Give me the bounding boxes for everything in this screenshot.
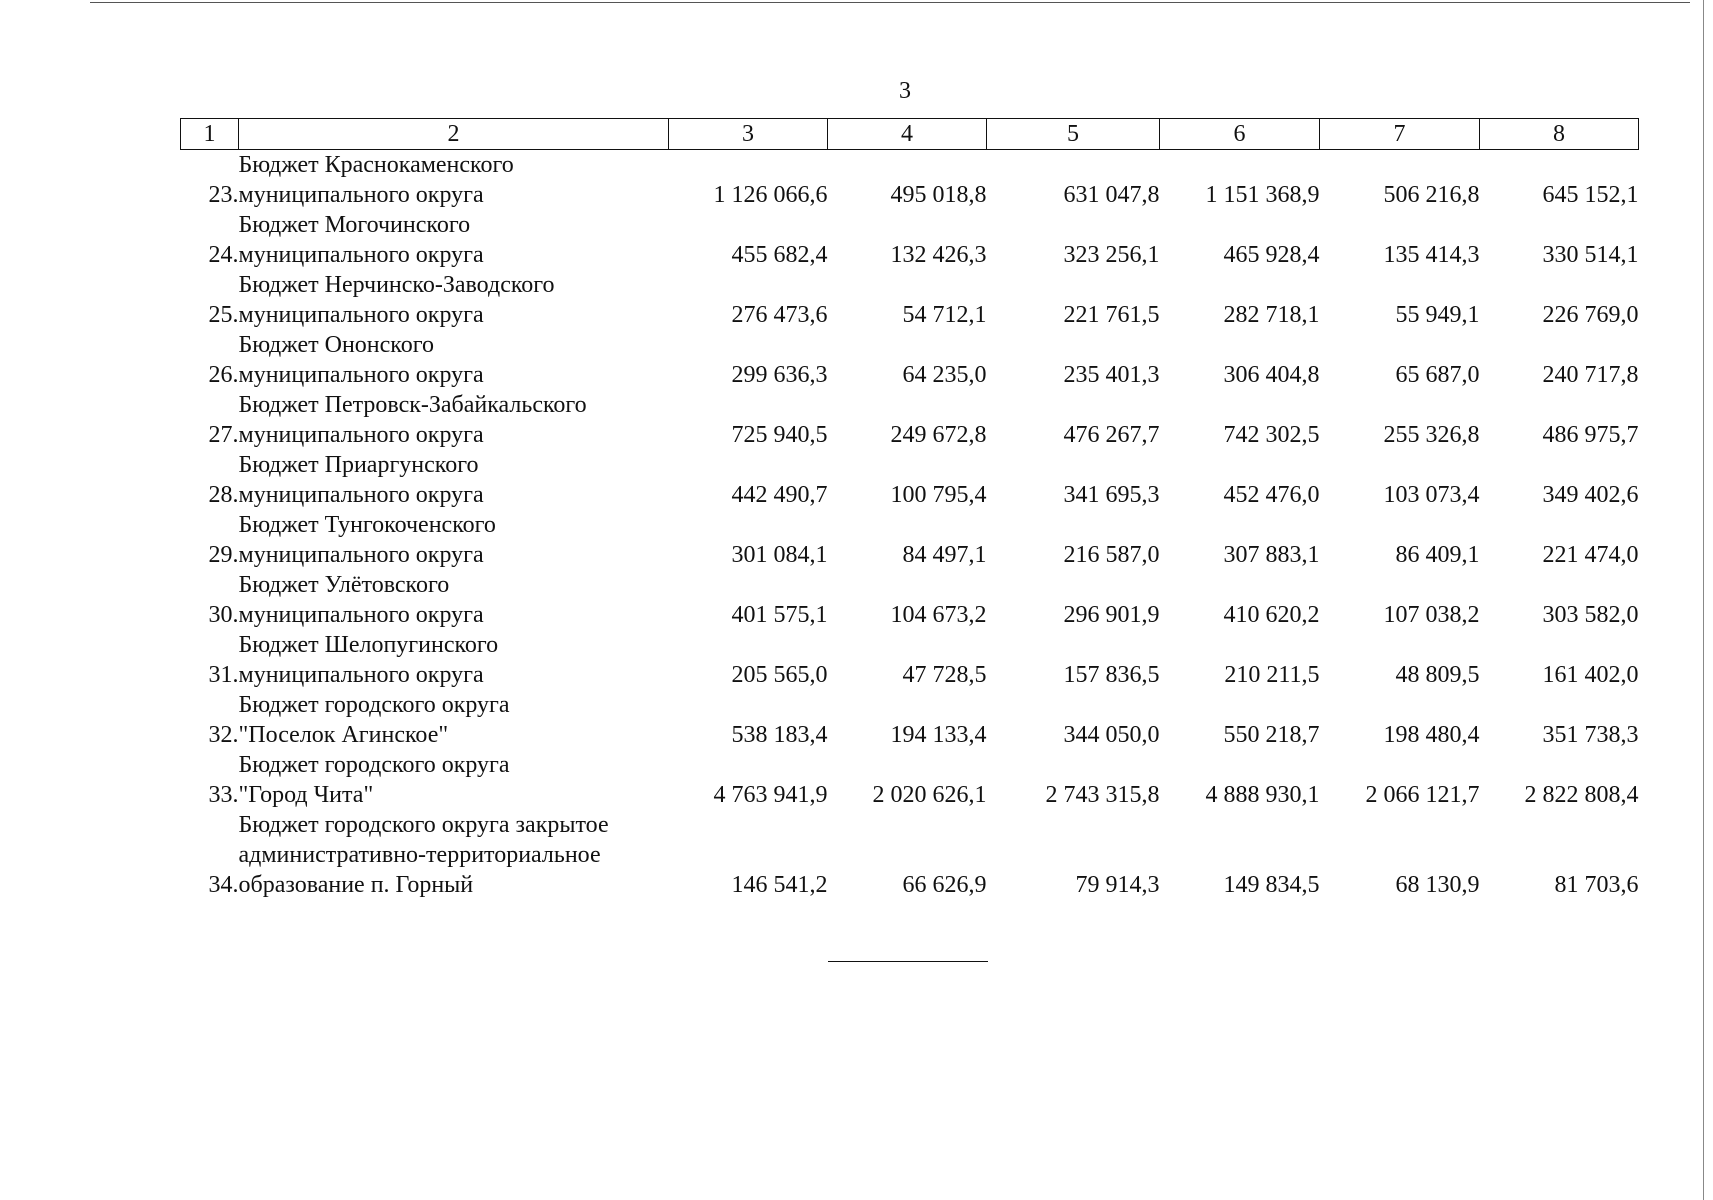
value-cell: 81 703,6 — [1554, 872, 1639, 898]
budget-name-line: Бюджет Улётовского — [238, 572, 450, 598]
end-of-table-line — [828, 961, 988, 962]
value-cell: 161 402,0 — [1542, 662, 1639, 688]
value-cell: 282 718,1 — [1223, 302, 1320, 328]
value-cell: 149 834,5 — [1223, 872, 1320, 898]
budget-name-line: Бюджет городского округа — [238, 692, 510, 718]
value-cell: 221 761,5 — [1063, 302, 1160, 328]
value-cell: 216 587,0 — [1063, 542, 1160, 568]
value-cell: 2 743 315,8 — [1045, 782, 1160, 808]
row-number: 34. — [208, 872, 239, 898]
row-number: 28. — [208, 482, 239, 508]
value-cell: 351 738,3 — [1542, 722, 1639, 748]
row-number: 25. — [208, 302, 239, 328]
row-number: 24. — [208, 242, 239, 268]
value-cell: 64 235,0 — [902, 362, 987, 388]
budget-name — [239, 810, 669, 900]
value-cell: 330 514,1 — [1542, 242, 1639, 268]
table-header-row — [181, 119, 1639, 150]
budget-name-line: муниципального округа — [238, 482, 484, 508]
table-row — [181, 150, 1639, 211]
value-cell: 344 050,0 — [1063, 722, 1160, 748]
value-cell: 1 126 066,6 — [713, 182, 828, 208]
budget-name — [239, 690, 669, 750]
budget-name-line: муниципального округа — [238, 302, 484, 328]
value-cell: 486 975,7 — [1542, 422, 1639, 448]
value-cell: 4 888 930,1 — [1205, 782, 1320, 808]
column-header: 6 — [1160, 119, 1320, 150]
table-row — [181, 270, 1639, 330]
value-cell: 4 763 941,9 — [713, 782, 828, 808]
value-cell: 276 473,6 — [731, 302, 828, 328]
value-cell: 221 474,0 — [1542, 542, 1639, 568]
budget-name-line: Бюджет Краснокаменского — [238, 152, 514, 178]
table-body — [181, 150, 1639, 901]
budget-name — [239, 630, 669, 690]
budget-name-line: муниципального округа — [238, 362, 484, 388]
budget-name-line: "Поселок Агинское" — [238, 722, 449, 748]
table-row — [181, 690, 1639, 750]
value-cell: 157 836,5 — [1063, 662, 1160, 688]
value-cell: 249 672,8 — [890, 422, 987, 448]
value-cell: 452 476,0 — [1223, 482, 1320, 508]
column-header: 1 — [181, 119, 239, 150]
budget-name-line: муниципального округа — [238, 602, 484, 628]
budget-name-line: Бюджет Ононского — [238, 332, 434, 358]
budget-name-line: муниципального округа — [238, 182, 484, 208]
page-number: 3 — [899, 78, 911, 104]
table-row — [181, 510, 1639, 570]
value-cell: 725 940,5 — [731, 422, 828, 448]
value-cell: 306 404,8 — [1223, 362, 1320, 388]
row-number: 33. — [208, 782, 239, 808]
budget-name-line: муниципального округа — [238, 662, 484, 688]
value-cell: 235 401,3 — [1063, 362, 1160, 388]
column-header: 5 — [987, 119, 1160, 150]
budget-name-line: административно-территориальное — [238, 842, 601, 868]
value-cell: 47 728,5 — [902, 662, 987, 688]
top-border-line — [90, 2, 1690, 3]
value-cell: 210 211,5 — [1224, 662, 1320, 688]
value-cell: 240 717,8 — [1542, 362, 1639, 388]
budget-name — [239, 330, 669, 390]
value-cell: 66 626,9 — [902, 872, 987, 898]
row-number: 30. — [208, 602, 239, 628]
table-row — [181, 450, 1639, 510]
budget-name — [239, 270, 669, 330]
value-cell: 2 822 808,4 — [1524, 782, 1639, 808]
value-cell: 2 066 121,7 — [1365, 782, 1480, 808]
budget-name-line: Бюджет Приаргунского — [238, 452, 479, 478]
value-cell: 645 152,1 — [1542, 182, 1639, 208]
budget-name-line: Бюджет Шелопугинского — [238, 632, 499, 658]
budget-name — [239, 150, 669, 211]
budget-name-line: Бюджет городского округа закрытое — [238, 812, 609, 838]
value-cell: 68 130,9 — [1395, 872, 1480, 898]
value-cell: 104 673,2 — [890, 602, 987, 628]
budget-name — [239, 450, 669, 510]
value-cell: 198 480,4 — [1383, 722, 1480, 748]
value-cell: 301 084,1 — [731, 542, 828, 568]
column-header: 3 — [669, 119, 828, 150]
value-cell: 442 490,7 — [731, 482, 828, 508]
value-cell: 506 216,8 — [1383, 182, 1480, 208]
value-cell: 135 414,3 — [1383, 242, 1480, 268]
value-cell: 84 497,1 — [902, 542, 987, 568]
budget-name-line: образование п. Горный — [238, 872, 474, 898]
table-row — [181, 390, 1639, 450]
budget-name-line: Бюджет городского округа — [238, 752, 510, 778]
value-cell: 1 151 368,9 — [1205, 182, 1320, 208]
table-row — [181, 210, 1639, 270]
value-cell: 103 073,4 — [1383, 482, 1480, 508]
budget-name — [239, 210, 669, 270]
value-cell: 307 883,1 — [1223, 542, 1320, 568]
column-header: 8 — [1480, 119, 1639, 150]
row-number: 29. — [208, 542, 239, 568]
row-number: 23. — [208, 182, 239, 208]
budget-name-line: муниципального округа — [238, 242, 484, 268]
value-cell: 205 565,0 — [731, 662, 828, 688]
value-cell: 538 183,4 — [731, 722, 828, 748]
value-cell: 550 218,7 — [1223, 722, 1320, 748]
value-cell: 86 409,1 — [1395, 542, 1480, 568]
value-cell: 299 636,3 — [731, 362, 828, 388]
value-cell: 495 018,8 — [890, 182, 987, 208]
row-number: 32. — [208, 722, 239, 748]
budget-name — [239, 510, 669, 570]
value-cell: 2 020 626,1 — [872, 782, 987, 808]
value-cell: 79 914,3 — [1075, 872, 1160, 898]
table-row — [181, 810, 1639, 900]
value-cell: 401 575,1 — [731, 602, 828, 628]
budget-name-line: Бюджет Нерчинско-Заводского — [238, 272, 555, 298]
value-cell: 226 769,0 — [1542, 302, 1639, 328]
value-cell: 146 541,2 — [731, 872, 828, 898]
budget-name — [239, 750, 669, 810]
value-cell: 55 949,1 — [1395, 302, 1480, 328]
value-cell: 54 712,1 — [902, 302, 987, 328]
row-number: 31. — [208, 662, 239, 688]
budget-name — [239, 390, 669, 450]
value-cell: 48 809,5 — [1395, 662, 1480, 688]
value-cell: 132 426,3 — [890, 242, 987, 268]
budget-name-line: "Город Чита" — [238, 782, 374, 808]
value-cell: 303 582,0 — [1542, 602, 1639, 628]
budget-name-line: муниципального округа — [238, 422, 484, 448]
budget-name-line: Бюджет Могочинского — [238, 212, 471, 238]
column-header: 2 — [239, 119, 669, 150]
value-cell: 100 795,4 — [890, 482, 987, 508]
budget-table — [180, 118, 1639, 900]
value-cell: 349 402,6 — [1542, 482, 1639, 508]
budget-name-line: Бюджет Петровск-Забайкальского — [238, 392, 587, 418]
right-border-line — [1703, 0, 1704, 1200]
value-cell: 410 620,2 — [1223, 602, 1320, 628]
column-header: 4 — [828, 119, 987, 150]
value-cell: 194 133,4 — [890, 722, 987, 748]
value-cell: 455 682,4 — [731, 242, 828, 268]
value-cell: 107 038,2 — [1383, 602, 1480, 628]
row-number: 27. — [208, 422, 239, 448]
value-cell: 465 928,4 — [1223, 242, 1320, 268]
value-cell: 65 687,0 — [1395, 362, 1480, 388]
table-row — [181, 570, 1639, 630]
table-row — [181, 750, 1639, 810]
value-cell: 476 267,7 — [1063, 422, 1160, 448]
value-cell: 255 326,8 — [1383, 422, 1480, 448]
table-row — [181, 330, 1639, 390]
value-cell: 631 047,8 — [1063, 182, 1160, 208]
table-row — [181, 630, 1639, 690]
budget-name-line: Бюджет Тунгокоченского — [238, 512, 496, 538]
column-header: 7 — [1320, 119, 1480, 150]
budget-name — [239, 570, 669, 630]
value-cell: 341 695,3 — [1063, 482, 1160, 508]
budget-name-line: муниципального округа — [238, 542, 484, 568]
row-number: 26. — [208, 362, 239, 388]
value-cell: 296 901,9 — [1063, 602, 1160, 628]
value-cell: 742 302,5 — [1223, 422, 1320, 448]
value-cell: 323 256,1 — [1063, 242, 1160, 268]
